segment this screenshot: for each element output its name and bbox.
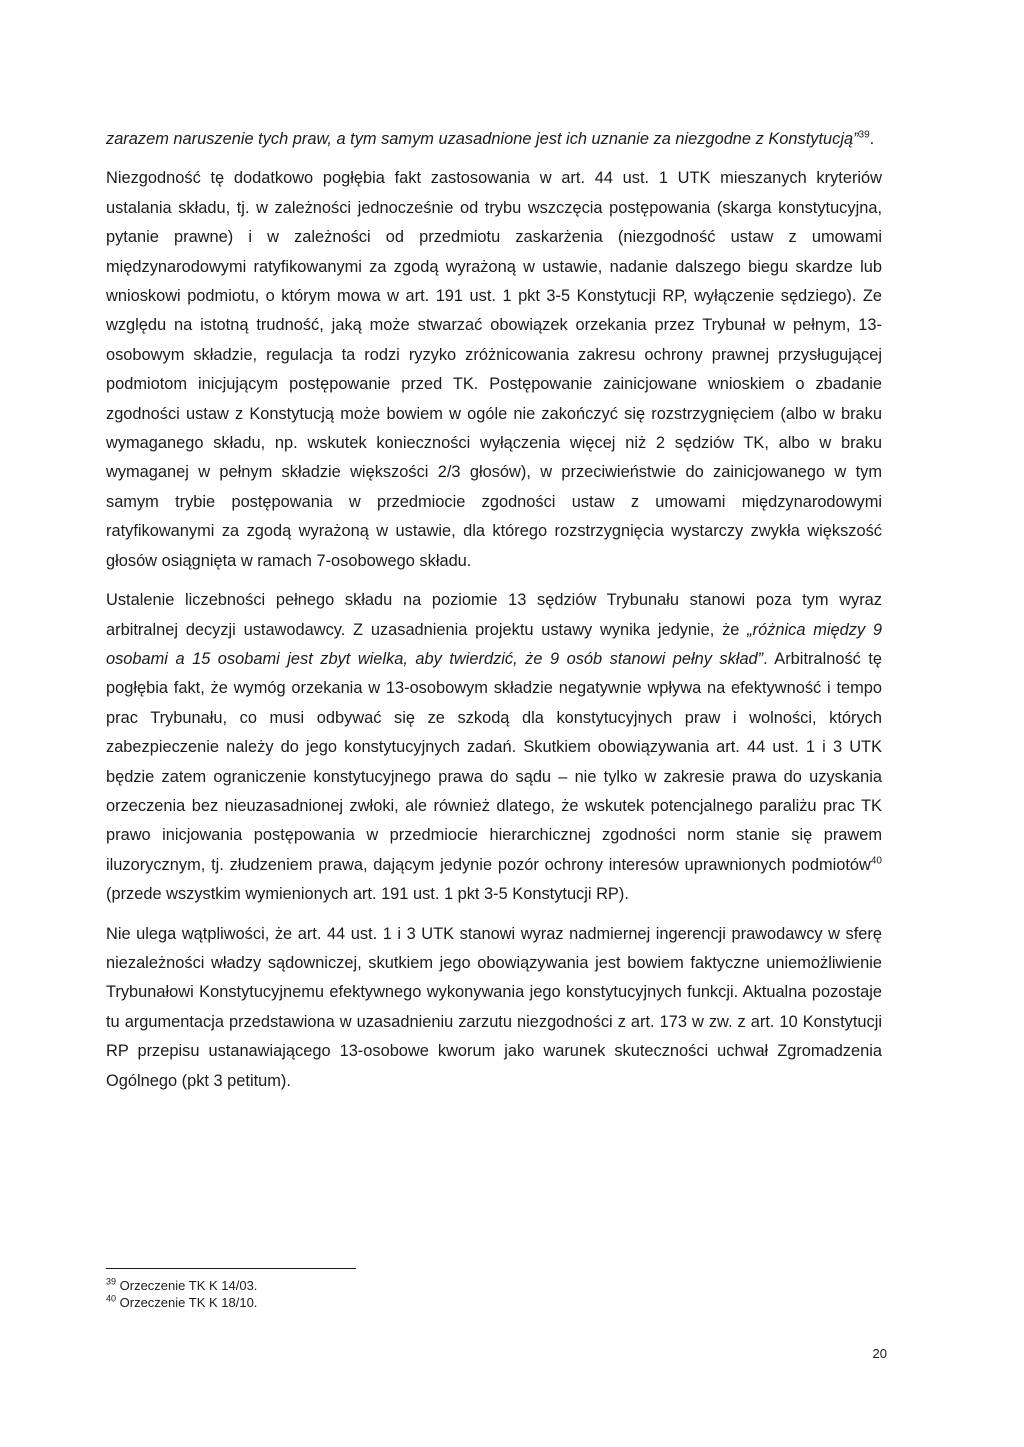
footnote-ref-39: 39 bbox=[858, 129, 870, 141]
paragraph-text-end: (przede wszystkim wymienionych art. 191 ust. 1 pkt 3-5 Konstytucji RP). bbox=[106, 885, 629, 904]
page-number: 20 bbox=[872, 1346, 887, 1361]
footnote-number: 39 bbox=[106, 1276, 117, 1287]
footnote-separator bbox=[106, 1268, 356, 1269]
footnote-39 bbox=[106, 1277, 506, 1294]
paragraph-text: Nie ulega wątpliwości, że art. 44 ust. 1 i 3 UTK stanowi wyraz nadmiernej ingerencji prawodawcy w sferę niezależności władzy sądowniczej, skutkiem jego obowiązywania jest bowiem faktyczne uniemożliwienie Trybunałowi Konstytucyjnemu efektywnego wykonywania jego konstytucyjnych funkcji. Aktualna pozostaje tu argumentacja przedstawiona w uzasadnieniu zarzutu niezgodności z art. 173 w zw. z art. 10 Konstytucji RP przepisu ustanawiającego 13-osobowe kworum jako warunek skuteczności uchwał Zgromadzenia Ogólnego (pkt 3 petitum). bbox=[106, 924, 882, 1090]
footnote-40 bbox=[106, 1294, 506, 1311]
paragraph-quote-continuation bbox=[106, 125, 882, 154]
quote-text: zarazem naruszenie tych praw, a tym samym uzasadnione jest ich uznanie za niezgodne z Konstytucją” bbox=[106, 130, 859, 148]
inline-quote: „różnica między 9 osobami a 15 osobami jest zbyt wielka, aby twierdzić, że 9 osób stanowi pełny skład” bbox=[106, 620, 883, 668]
footnote-number: 40 bbox=[106, 1293, 117, 1304]
paragraph-mixed-criteria bbox=[106, 164, 882, 576]
footnote-text: Orzeczenie TK K 14/03. bbox=[119, 1278, 258, 1293]
paragraph-conclusion bbox=[106, 920, 882, 1096]
footnote-ref-40: 40 bbox=[870, 855, 882, 867]
sentence-end: . bbox=[869, 130, 875, 148]
paragraph-text: Niezgodność tę dodatkowo pogłębia fakt zastosowania w art. 44 ust. 1 UTK mieszanych kryteriów ustalania składu, tj. w zależności jednocześnie od trybu wszczęcia postępowania (skarga konstytucyjna, pytanie prawne) i w zależności od przedmiotu zaskarżenia (niezgodność ustaw z umowami międzynarodowymi ratyfikowanymi za zgodą wyrażoną w ustawie, nadanie dalszego biegu skardze lub wnioskowi podmiotu, o którym mowa w art. 191 ust. 1 pkt 3-5 Konstytucji RP, wyłączenie sędziego). Ze względu na istotną trudność, jaką może stwarzać obowiązek orzekania przez Trybunał w pełnym, 13-osobowym składzie, regulacja ta rodzi ryzyko zróżnicowania zakresu ochrony prawnej przysługującej podmiotom inicjującym postępowanie przed TK. Postępowanie zainicjowane wnioskiem o zbadanie zgodności ustaw z Konstytucją może bowiem w ogóle nie zakończyć się rozstrzygnięciem (albo w braku wymaganego składu, np. wskutek konieczności wyłączenia więcej niż 2 sędziów TK, albo w braku wymaganej w pełnym składzie większości 2/3 głosów), w przeciwieństwie do zainicjowanego w tym samym trybie postępowania w przedmiocie zgodności ustaw z umowami międzynarodowymi ratyfikowanymi za zgodą wyrażoną w ustawie, dla którego rozstrzygnięcia wystarczy zwykła większość głosów osiągnięta w ramach 7-osobowego składu. bbox=[106, 169, 882, 570]
paragraph-full-bench bbox=[106, 586, 882, 909]
paragraph-text-start: Ustalenie liczebności pełnego składu na poziomie 13 sędziów Trybunału stanowi poza tym wyraz arbitralnej decyzji ustawodawcy. Z uzasadnienia projektu ustawy wynika jedynie, że bbox=[106, 591, 882, 639]
paragraph-text-middle: . Arbitralność tę pogłębia fakt, że wymóg orzekania w 13-osobowym składzie negatywnie wpływa na efektywność i tempo prac Trybunału, co musi odbywać się ze szkodą dla konstytucyjnych praw i wolności, których zabezpieczenie należy do jego konstytucyjnych zadań. Skutkiem obowiązywania art. 44 ust. 1 i 3 UTK będzie zatem ograniczenie konstytucyjnego prawa do sądu – nie tylko w zakresie prawa do uzyskania orzeczenia bez nieuzasadnionej zwłoki, ale również dlatego, że wskutek potencjalnego paraliżu prac TK prawo inicjowania postępowania w przedmiocie hierarchicznej zgodności norm stanie się prawem iluzorycznym, tj. złudzeniem prawa, dającym jedynie pozór ochrony interesów uprawnionych podmiotów bbox=[106, 649, 883, 874]
footnote-text: Orzeczenie TK K 18/10. bbox=[119, 1295, 258, 1310]
footnotes bbox=[106, 1268, 506, 1311]
document-body bbox=[106, 125, 882, 1096]
